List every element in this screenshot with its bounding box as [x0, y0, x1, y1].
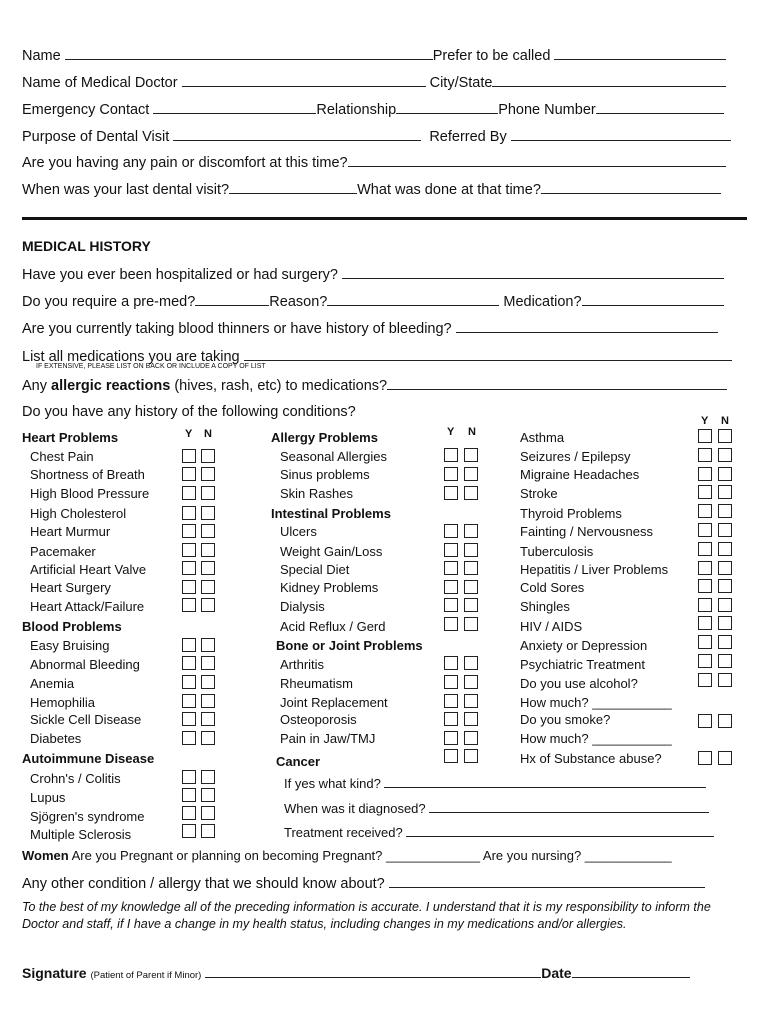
- condition-label: Joint Replacement: [280, 695, 388, 710]
- medical-history-title: MEDICAL HISTORY: [22, 238, 151, 254]
- condition-label: Diabetes: [30, 731, 82, 746]
- hospitalized-label: Have you ever been hospitalized or had surgery?: [22, 267, 338, 283]
- condition-label: Pacemaker: [30, 544, 96, 559]
- yes-checkbox[interactable]: [182, 506, 196, 520]
- no-checkbox[interactable]: [464, 543, 478, 557]
- yes-checkbox[interactable]: [698, 467, 712, 481]
- yes-checkbox[interactable]: [698, 504, 712, 518]
- no-checkbox[interactable]: [201, 449, 215, 463]
- prefer-label: Prefer to be called: [432, 48, 551, 64]
- cancer-treatment-row: [284, 823, 714, 840]
- condition-label: Multiple Sclerosis: [30, 827, 132, 842]
- doctor-row: [22, 73, 726, 91]
- heart-problems-heading: Heart Problems: [22, 430, 119, 445]
- premed-row: [22, 292, 724, 310]
- yes-checkbox[interactable]: [698, 751, 712, 765]
- condition-label: Sinus problems: [280, 467, 370, 482]
- no-checkbox[interactable]: [464, 561, 478, 575]
- condition-label: Asthma: [520, 430, 565, 445]
- name-row: [22, 46, 726, 64]
- no-checkbox[interactable]: [464, 448, 478, 462]
- what-done-label: What was done at that time?: [357, 182, 541, 198]
- yes-checkbox[interactable]: [444, 694, 458, 708]
- relationship-label: Relationship: [316, 102, 397, 118]
- name-label: Name: [22, 48, 61, 64]
- no-checkbox[interactable]: [464, 694, 478, 708]
- condition-label: Heart Murmur: [30, 524, 111, 539]
- medication-field[interactable]: [582, 292, 724, 306]
- city-field[interactable]: [492, 73, 726, 87]
- autoimmune-heading: Autoimmune Disease: [22, 751, 155, 766]
- yes-checkbox[interactable]: [182, 694, 196, 708]
- signature-field[interactable]: [205, 964, 541, 978]
- no-checkbox[interactable]: [464, 712, 478, 726]
- no-checkbox[interactable]: [201, 824, 215, 838]
- no-checkbox[interactable]: [718, 654, 732, 668]
- cancer-diagnosed-label: When was it diagnosed?: [284, 801, 426, 816]
- list-meds-field[interactable]: [244, 347, 732, 361]
- condition-label: Hepatitis / Liver Problems: [520, 562, 669, 577]
- condition-label: Artificial Heart Valve: [30, 562, 147, 577]
- yes-checkbox[interactable]: [698, 542, 712, 556]
- cancer-heading: Cancer: [276, 754, 321, 769]
- cancer-kind-label: If yes what kind?: [284, 776, 381, 791]
- history-question: Do you have any history of the following conditions?: [22, 404, 356, 420]
- yes-checkbox[interactable]: [182, 561, 196, 575]
- yes-checkbox[interactable]: [444, 524, 458, 538]
- cancer-treatment-label: Treatment received?: [284, 825, 403, 840]
- no-checkbox[interactable]: [718, 561, 732, 575]
- condition-label: Heart Attack/Failure: [30, 599, 145, 614]
- condition-label: Sickle Cell Disease: [30, 712, 142, 727]
- nursing-question: Are you nursing? ____________: [482, 848, 672, 863]
- last-visit-field[interactable]: [229, 180, 357, 194]
- yes-checkbox[interactable]: [698, 448, 712, 462]
- no-checkbox[interactable]: [464, 675, 478, 689]
- no-checkbox[interactable]: [201, 467, 215, 481]
- no-checkbox[interactable]: [201, 694, 215, 708]
- yes-checkbox[interactable]: [182, 788, 196, 802]
- condition-label: Pain in Jaw/TMJ: [280, 731, 376, 746]
- condition-label: Ulcers: [280, 524, 317, 539]
- no-checkbox[interactable]: [201, 731, 215, 745]
- no-checkbox[interactable]: [201, 638, 215, 652]
- allergic-bold: allergic reactions: [51, 378, 171, 394]
- intestinal-heading: Intestinal Problems: [271, 506, 391, 521]
- allergic-row: [22, 376, 727, 394]
- yes-checkbox[interactable]: [182, 638, 196, 652]
- condition-label: Shingles: [520, 599, 570, 614]
- last-visit-row: [22, 180, 721, 198]
- no-checkbox[interactable]: [464, 656, 478, 670]
- yes-checkbox[interactable]: [698, 485, 712, 499]
- yes-checkbox[interactable]: [444, 580, 458, 594]
- cancer-diagnosed-field[interactable]: [429, 799, 709, 813]
- allergic-post: (hives, rash, etc) to medications?: [170, 378, 388, 394]
- yes-header: Y: [185, 428, 193, 440]
- yes-checkbox[interactable]: [698, 598, 712, 612]
- cancer-treatment-field[interactable]: [406, 823, 714, 837]
- condition-label: How much? ___________: [520, 731, 672, 746]
- condition-label: Do you use alcohol?: [520, 676, 638, 691]
- yes-checkbox[interactable]: [698, 654, 712, 668]
- no-checkbox[interactable]: [201, 543, 215, 557]
- no-checkbox[interactable]: [464, 731, 478, 745]
- list-meds-label: List all medications you are taking: [22, 349, 240, 365]
- condition-label: Lupus: [30, 790, 66, 805]
- hospitalized-row: [22, 265, 724, 283]
- no-checkbox[interactable]: [201, 486, 215, 500]
- no-checkbox[interactable]: [718, 523, 732, 537]
- signature-note: (Patient of Parent if Minor): [90, 970, 202, 981]
- condition-label: Fainting / Nervousness: [520, 524, 653, 539]
- condition-label: HIV / AIDS: [520, 619, 583, 634]
- purpose-field[interactable]: [173, 127, 421, 141]
- yes-checkbox[interactable]: [182, 656, 196, 670]
- name-field[interactable]: [65, 46, 433, 60]
- no-checkbox[interactable]: [464, 749, 478, 763]
- yes-checkbox[interactable]: [182, 467, 196, 481]
- yes-checkbox[interactable]: [182, 486, 196, 500]
- yes-checkbox[interactable]: [444, 656, 458, 670]
- thinners-label: Are you currently taking blood thinners or have history of bleeding?: [22, 321, 452, 337]
- condition-label: Seizures / Epilepsy: [520, 449, 631, 464]
- no-header: N: [721, 415, 729, 427]
- relationship-field[interactable]: [396, 100, 498, 114]
- condition-label: How much? ___________: [520, 695, 672, 710]
- yes-checkbox[interactable]: [444, 712, 458, 726]
- yes-checkbox[interactable]: [444, 749, 458, 763]
- no-checkbox[interactable]: [464, 580, 478, 594]
- no-checkbox[interactable]: [718, 714, 732, 728]
- yes-checkbox[interactable]: [444, 467, 458, 481]
- no-checkbox[interactable]: [718, 598, 732, 612]
- condition-label: Heart Surgery: [30, 580, 111, 595]
- no-checkbox[interactable]: [718, 579, 732, 593]
- blood-problems-heading: Blood Problems: [22, 619, 122, 634]
- condition-label: Tuberculosis: [520, 544, 594, 559]
- purpose-row: [22, 127, 731, 145]
- yes-checkbox[interactable]: [444, 731, 458, 745]
- cancer-kind-field[interactable]: [384, 774, 706, 788]
- signature-row: [22, 964, 690, 981]
- yes-checkbox[interactable]: [444, 486, 458, 500]
- no-checkbox[interactable]: [201, 598, 215, 612]
- no-checkbox[interactable]: [464, 524, 478, 538]
- no-checkbox[interactable]: [201, 580, 215, 594]
- purpose-label: Purpose of Dental Visit: [22, 129, 170, 145]
- premed-label: Do you require a pre-med?: [22, 294, 196, 310]
- other-condition-row: [22, 874, 705, 892]
- doctor-field[interactable]: [182, 73, 426, 87]
- list-note: IF EXTENSIVE, PLEASE LIST ON BACK OR INCLUDE A COPY OF LIST: [36, 363, 266, 370]
- no-checkbox[interactable]: [201, 561, 215, 575]
- city-label: City/State: [429, 75, 493, 91]
- medication-label: Medication?: [503, 294, 582, 310]
- other-condition-label: Any other condition / allergy that we should know about?: [22, 876, 385, 892]
- condition-label: Sjögren's syndrome: [30, 809, 145, 824]
- condition-label: Acid Reflux / Gerd: [280, 619, 386, 634]
- no-checkbox[interactable]: [718, 635, 732, 649]
- yes-checkbox[interactable]: [444, 617, 458, 631]
- condition-label: Weight Gain/Loss: [280, 544, 383, 559]
- yes-checkbox[interactable]: [182, 449, 196, 463]
- pain-row: [22, 153, 726, 171]
- no-checkbox[interactable]: [718, 485, 732, 499]
- yes-checkbox[interactable]: [182, 675, 196, 689]
- condition-label: High Cholesterol: [30, 506, 127, 521]
- condition-label: Arthritis: [280, 657, 325, 672]
- premed-field[interactable]: [195, 292, 269, 306]
- no-checkbox[interactable]: [201, 806, 215, 820]
- pregnant-question: Are you Pregnant or planning on becoming Pregnant? _____________: [71, 848, 480, 863]
- yes-checkbox[interactable]: [698, 429, 712, 443]
- yes-checkbox[interactable]: [444, 448, 458, 462]
- condition-label: Stroke: [520, 486, 558, 501]
- no-header: N: [468, 426, 476, 438]
- condition-label: Cold Sores: [520, 580, 585, 595]
- no-checkbox[interactable]: [201, 656, 215, 670]
- no-checkbox[interactable]: [718, 448, 732, 462]
- condition-label: Easy Bruising: [30, 638, 110, 653]
- condition-label: Seasonal Allergies: [280, 449, 387, 464]
- date-field[interactable]: [572, 964, 690, 978]
- last-visit-label: When was your last dental visit?: [22, 182, 230, 198]
- reason-label: Reason?: [269, 294, 328, 310]
- condition-label: Migraine Headaches: [520, 467, 640, 482]
- condition-label: Hx of Substance abuse?: [520, 751, 662, 766]
- cancer-diagnosed-row: [284, 799, 709, 816]
- condition-label: Crohn's / Colitis: [30, 771, 121, 786]
- phone-label: Phone Number: [498, 102, 596, 118]
- no-checkbox[interactable]: [718, 429, 732, 443]
- condition-label: Dialysis: [280, 599, 325, 614]
- condition-label: Shortness of Breath: [30, 467, 145, 482]
- yes-header: Y: [447, 426, 455, 438]
- yes-checkbox[interactable]: [182, 712, 196, 726]
- no-checkbox[interactable]: [201, 675, 215, 689]
- no-header: N: [204, 428, 212, 440]
- condition-label: Anxiety or Depression: [520, 638, 648, 653]
- bone-joint-heading: Bone or Joint Problems: [276, 638, 423, 653]
- no-checkbox[interactable]: [464, 617, 478, 631]
- doctor-label: Name of Medical Doctor: [22, 75, 178, 91]
- date-label: Date: [541, 965, 572, 981]
- accuracy-statement: To the best of my knowledge all of the preceding information is accurate. I understand that it is my responsibility to inform the Doctor and staff, if I have a change in my health status, including changes in my medications and/or allergies.: [22, 900, 711, 931]
- condition-label: Abnormal Bleeding: [30, 657, 140, 672]
- yes-checkbox[interactable]: [698, 714, 712, 728]
- signature-label: Signature: [22, 965, 87, 981]
- condition-label: Rheumatism: [280, 676, 353, 691]
- no-checkbox[interactable]: [201, 770, 215, 784]
- no-checkbox[interactable]: [464, 486, 478, 500]
- emergency-label: Emergency Contact: [22, 102, 150, 118]
- yes-header: Y: [701, 415, 709, 427]
- yes-checkbox[interactable]: [698, 523, 712, 537]
- hospitalized-field[interactable]: [342, 265, 724, 279]
- thinners-row: [22, 319, 718, 337]
- cancer-kind-row: [284, 774, 706, 791]
- yes-checkbox[interactable]: [182, 824, 196, 838]
- no-checkbox[interactable]: [718, 542, 732, 556]
- no-checkbox[interactable]: [201, 788, 215, 802]
- yes-checkbox[interactable]: [182, 806, 196, 820]
- yes-checkbox[interactable]: [698, 616, 712, 630]
- condition-label: Skin Rashes: [280, 486, 353, 501]
- pain-field[interactable]: [348, 153, 726, 167]
- yes-checkbox[interactable]: [698, 561, 712, 575]
- allergic-field[interactable]: [387, 376, 727, 390]
- condition-label: Special Diet: [280, 562, 350, 577]
- no-checkbox[interactable]: [718, 673, 732, 687]
- condition-label: Anemia: [30, 676, 75, 691]
- no-checkbox[interactable]: [464, 598, 478, 612]
- referred-label: Referred By: [429, 129, 507, 145]
- pain-label: Are you having any pain or discomfort at this time?: [22, 155, 348, 171]
- no-checkbox[interactable]: [718, 616, 732, 630]
- yes-checkbox[interactable]: [182, 524, 196, 538]
- no-checkbox[interactable]: [718, 504, 732, 518]
- yes-checkbox[interactable]: [444, 598, 458, 612]
- allergy-problems-heading: Allergy Problems: [271, 430, 378, 445]
- yes-checkbox[interactable]: [182, 543, 196, 557]
- condition-label: Chest Pain: [30, 449, 94, 464]
- prefer-field[interactable]: [554, 46, 726, 60]
- emergency-field[interactable]: [153, 100, 316, 114]
- no-checkbox[interactable]: [201, 506, 215, 520]
- yes-checkbox[interactable]: [444, 675, 458, 689]
- condition-label: Thyroid Problems: [520, 506, 622, 521]
- condition-label: Psychiatric Treatment: [520, 657, 645, 672]
- emergency-row: [22, 100, 724, 118]
- condition-label: High Blood Pressure: [30, 486, 150, 501]
- allergic-pre: Any: [22, 378, 52, 394]
- women-row: [22, 848, 672, 863]
- yes-checkbox[interactable]: [182, 731, 196, 745]
- yes-checkbox[interactable]: [182, 770, 196, 784]
- yes-checkbox[interactable]: [182, 598, 196, 612]
- no-checkbox[interactable]: [718, 751, 732, 765]
- yes-checkbox[interactable]: [444, 561, 458, 575]
- yes-checkbox[interactable]: [698, 579, 712, 593]
- no-checkbox[interactable]: [718, 467, 732, 481]
- yes-checkbox[interactable]: [182, 580, 196, 594]
- no-checkbox[interactable]: [464, 467, 478, 481]
- condition-label: Hemophilia: [30, 695, 96, 710]
- condition-label: Osteoporosis: [280, 712, 357, 727]
- condition-label: Do you smoke?: [520, 712, 611, 727]
- condition-label: Kidney Problems: [280, 580, 379, 595]
- yes-checkbox[interactable]: [444, 543, 458, 557]
- phone-field[interactable]: [596, 100, 724, 114]
- other-condition-field[interactable]: [389, 874, 705, 888]
- yes-checkbox[interactable]: [698, 635, 712, 649]
- women-label: Women: [22, 848, 69, 863]
- section-divider: [22, 217, 747, 220]
- referred-field[interactable]: [511, 127, 731, 141]
- yes-checkbox[interactable]: [698, 673, 712, 687]
- no-checkbox[interactable]: [201, 524, 215, 538]
- no-checkbox[interactable]: [201, 712, 215, 726]
- what-done-field[interactable]: [541, 180, 721, 194]
- reason-field[interactable]: [327, 292, 499, 306]
- thinners-field[interactable]: [456, 319, 718, 333]
